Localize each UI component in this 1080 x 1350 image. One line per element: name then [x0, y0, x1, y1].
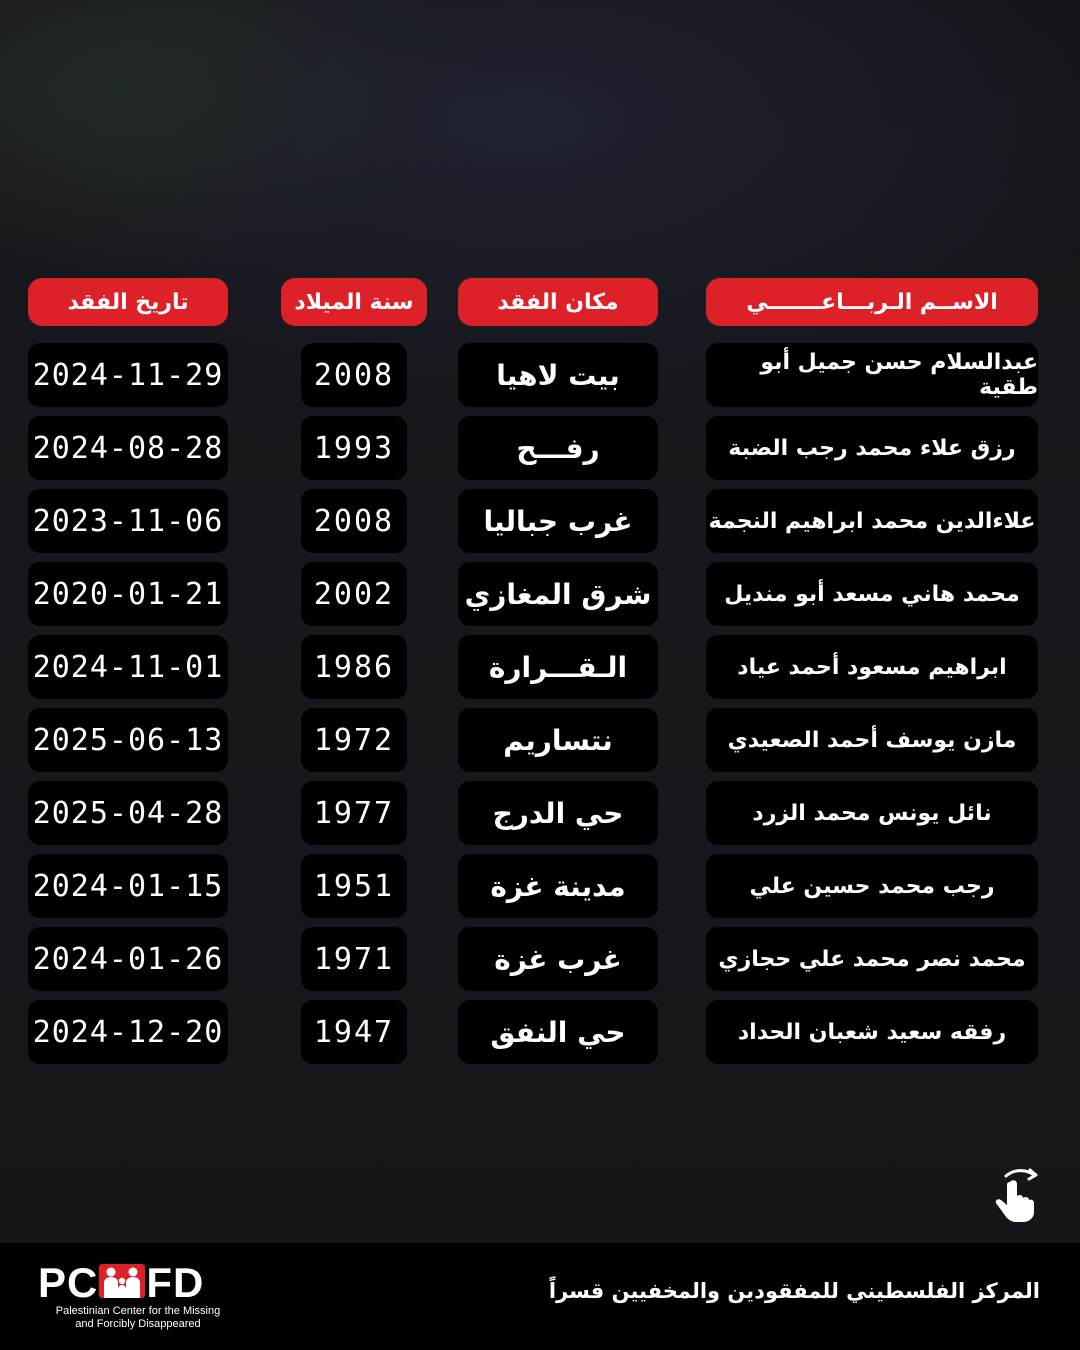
date-cell: 2023-11-06	[28, 489, 228, 553]
name-cell: رزق علاء محمد رجب الضبة	[706, 416, 1038, 480]
org-logo	[38, 1259, 205, 1306]
date-cell: 2024-01-15	[28, 854, 228, 918]
year-cell: 2008	[301, 343, 407, 407]
header-date-label: تاريخ الفقد	[67, 289, 189, 315]
place-cell: شرق المغازي	[458, 562, 658, 626]
header-name-label: الاســم الـربـــاعـــــــي	[746, 289, 998, 315]
logo-subtitle-line1: Palestinian Center for the Missing	[55, 1305, 221, 1317]
logo-text-left: PC	[38, 1259, 99, 1306]
header-date	[28, 278, 228, 326]
place-cell: الـقـــرارة	[458, 635, 658, 699]
year-cell: 2008	[301, 489, 407, 553]
date-cell: 2020-01-21	[28, 562, 228, 626]
date-cell: 2024-08-28	[28, 416, 228, 480]
logo-subtitle-line2: and Forcibly Disappeared	[75, 1318, 201, 1330]
place-cell: نتساريم	[458, 708, 658, 772]
year-cell: 1947	[301, 1000, 407, 1064]
header-year-label: سنة الميلاد	[294, 289, 414, 315]
name-cell: محمد هاني مسعد أبو منديل	[706, 562, 1038, 626]
date-cell: 2025-06-13	[28, 708, 228, 772]
name-cell: عبدالسلام حسن جميل أبو طقية	[706, 343, 1038, 407]
name-cell: مازن يوسف أحمد الصعيدي	[706, 708, 1038, 772]
place-cell: غرب جباليا	[458, 489, 658, 553]
place-cell: حي النفق	[458, 1000, 658, 1064]
name-cell: محمد نصر محمد علي حجازي	[706, 927, 1038, 991]
date-cell: 2024-11-29	[28, 343, 228, 407]
header-name	[706, 278, 1038, 326]
date-cell: 2024-11-01	[28, 635, 228, 699]
logo-subtitle	[38, 1305, 238, 1331]
logo-text-right: FD	[146, 1259, 205, 1306]
year-cell: 1972	[301, 708, 407, 772]
place-cell: بيت لاهيا	[458, 343, 658, 407]
year-cell: 1986	[301, 635, 407, 699]
name-cell: علاءالدين محمد ابراهيم النجمة	[706, 489, 1038, 553]
family-figures-icon	[99, 1263, 145, 1297]
year-cell: 1971	[301, 927, 407, 991]
date-cell: 2024-12-20	[28, 1000, 228, 1064]
year-cell: 1977	[301, 781, 407, 845]
header-place-label: مكان الفقد	[497, 289, 619, 315]
place-cell: رفـــح	[458, 416, 658, 480]
swipe-hand-icon[interactable]	[992, 1168, 1040, 1224]
name-cell: رفقه سعيد شعبان الحداد	[706, 1000, 1038, 1064]
name-cell: ابراهيم مسعود أحمد عياد	[706, 635, 1038, 699]
header-place	[458, 278, 658, 326]
place-cell: حي الدرج	[458, 781, 658, 845]
year-cell: 2002	[301, 562, 407, 626]
date-cell: 2025-04-28	[28, 781, 228, 845]
date-cell: 2024-01-26	[28, 927, 228, 991]
name-cell: نائل يونس محمد الزرد	[706, 781, 1038, 845]
org-name: المركز الفلسطيني للمفقودين والمخفيين قسراً	[548, 1279, 1040, 1303]
year-cell: 1951	[301, 854, 407, 918]
header-year	[281, 278, 427, 326]
place-cell: مدينة غزة	[458, 854, 658, 918]
place-cell: غرب غزة	[458, 927, 658, 991]
year-cell: 1993	[301, 416, 407, 480]
name-cell: رجب محمد حسين علي	[706, 854, 1038, 918]
